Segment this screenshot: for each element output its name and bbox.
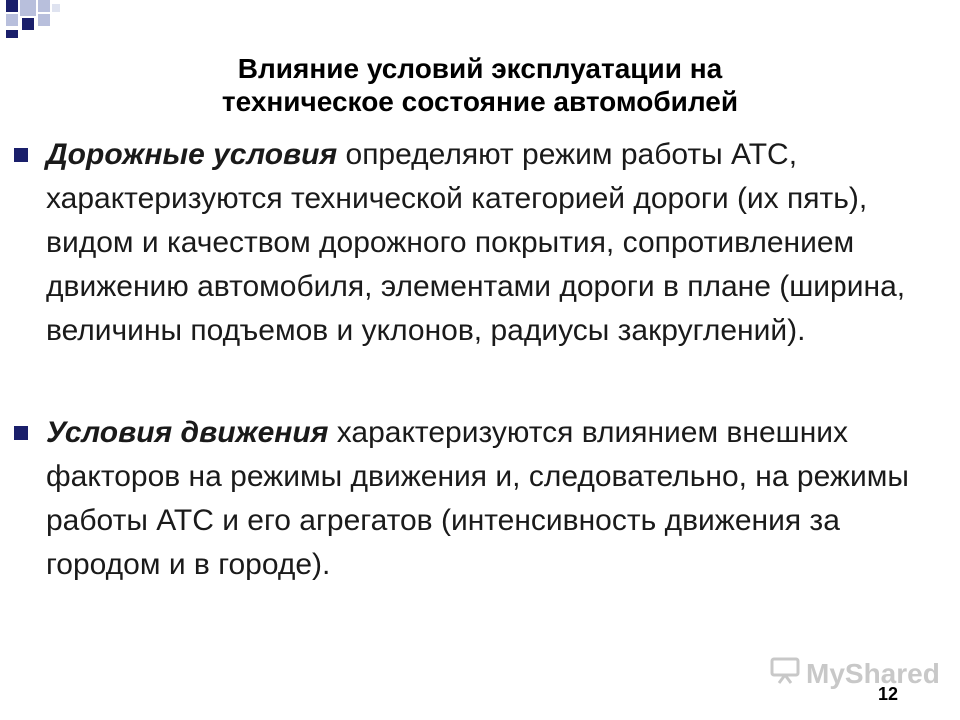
slide-title: [60, 52, 900, 118]
square-bullet-icon: [14, 426, 28, 440]
bullet-term: Условия движения: [46, 416, 329, 449]
square-bullet-icon: [14, 148, 28, 162]
projector-screen-icon: [770, 656, 800, 691]
bullet-description: определяют режим работы АТС, характеризуются технической категорией дороги (их пять), видом и качеством дорожного покрытия, сопротивлением движению автомобиля, элементами дороги в плане (ширина, величины подъемов и уклонов, радиусы закруглений).: [46, 138, 906, 347]
bullet-description: характеризуются влиянием внешних факторов на режимы движения и, следовательно, на режимы работы АТС и его агрегатов (интенсивность движения за городом и в городе).: [46, 416, 909, 581]
bullet-term: Дорожные условия: [46, 138, 338, 171]
watermark-text: MyShared: [806, 657, 940, 689]
bullet-text: [46, 133, 936, 353]
watermark: [770, 656, 940, 691]
bullet-text: [46, 411, 936, 587]
title-line-2: техническое состояние автомобилей: [221, 86, 739, 117]
page-number: 12: [878, 684, 899, 704]
title-line-1: Влияние условий эксплуатации на: [237, 53, 723, 84]
corner-decoration: [0, 0, 100, 40]
